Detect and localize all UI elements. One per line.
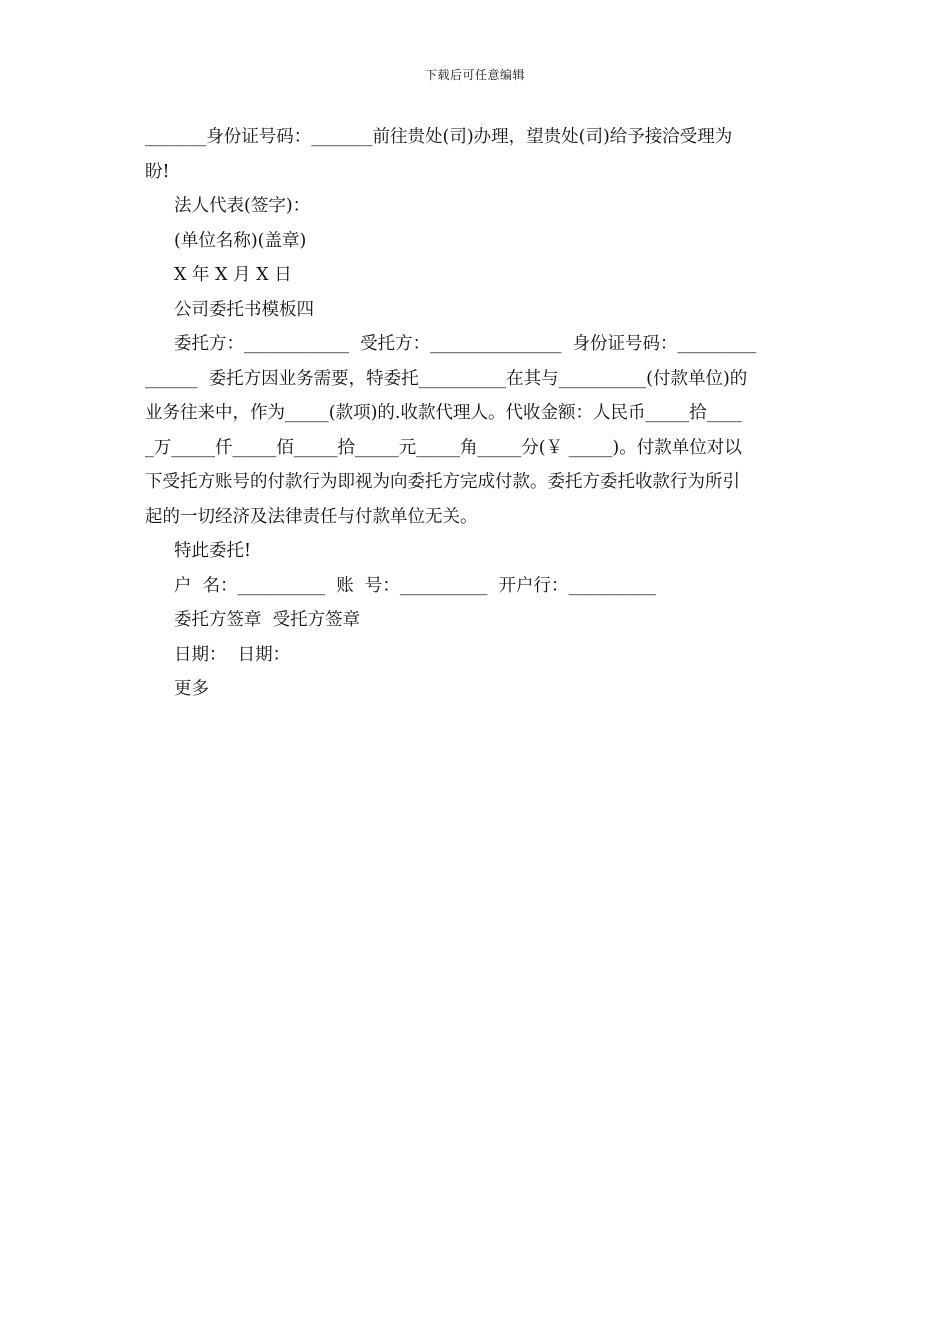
legal-representative-signature: 法人代表(签字)：	[174, 196, 311, 216]
signature-date-line: 日期： 日期：	[174, 644, 291, 665]
text-line: ______ 委托方因业务需要，特委托__________在其与__________(付款单位)的	[145, 368, 748, 389]
signature-line: 委托方签章 受托方签章	[174, 610, 361, 630]
text-line: 特此委托!	[174, 541, 252, 561]
text-line: _______身份证号码：_______前往贵处(司)办理，望贵处(司)给予接洽受理为	[145, 127, 733, 147]
text-line: 盼!	[145, 161, 170, 182]
unit-name-seal: (单位名称)(盖章)	[174, 230, 307, 251]
text-line: 起的一切经济及法律责任与付款单位无关。	[145, 506, 478, 527]
page-header: 下载后可任意编辑	[424, 68, 525, 82]
document-body	[145, 120, 805, 707]
text-line: _万_____仟_____佰_____拾_____元_____角_____分(￥ _____)。付款单位对以	[145, 437, 742, 458]
text-line: 委托方：____________ 受托方：_______________ 身份证号码：_________	[174, 334, 757, 354]
account-info-line: 户 名：__________ 账 号：__________ 开户行：__________	[174, 575, 657, 596]
text-line: 下受托方账号的付款行为即视为向委托方完成付款。委托方委托收款行为所引	[145, 472, 740, 492]
more-text: 更多	[174, 679, 209, 699]
section-title: 公司委托书模板四	[174, 299, 314, 320]
date-line: X 年 X 月 X 日	[174, 265, 292, 285]
text-line: 业务往来中，作为_____(款项)的.收款代理人。代收金额：人民币_____拾____	[145, 403, 742, 423]
